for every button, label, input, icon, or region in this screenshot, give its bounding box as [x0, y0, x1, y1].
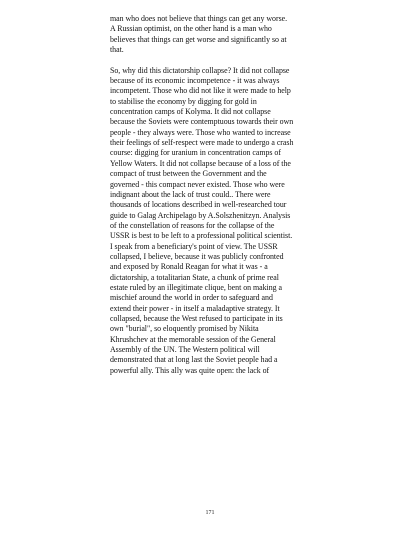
- text-line: guide to Galag Archipelago by A.Solszhenitzyn. Analysis: [110, 210, 291, 220]
- text-line: and exposed by Ronald Reagan for what it was - a: [110, 262, 268, 272]
- text-line: own "burial", so eloquently promised by Nikita: [110, 324, 259, 334]
- text-line: estate ruled by an illegitimate clique, bent on making a: [110, 282, 282, 292]
- text-line: Yellow Waters. It did not collapse because of a loss of the: [110, 158, 291, 168]
- text-line: So, why did this dictatorship collapse? It did not collapse: [110, 65, 290, 75]
- text-line: extend their power - in itself a maladaptive strategy. It: [110, 303, 280, 313]
- text-line: thousands of locations described in well-researched tour: [110, 200, 287, 210]
- text-line: demonstrated that at long last the Soviet people had a: [110, 355, 278, 365]
- paragraph-gap: [110, 55, 320, 65]
- body-text: [110, 14, 320, 376]
- text-line: Khrushchev at the memorable session of the General: [110, 334, 276, 344]
- text-line: because the Soviets were contemptuous towards their own: [110, 117, 294, 127]
- text-line: incompetent. Those who did not like it were made to help: [110, 86, 291, 96]
- text-line: man who does not believe that things can get any worse.: [110, 14, 288, 23]
- text-line: mischief around the world in order to safeguard and: [110, 293, 273, 303]
- text-line: people - they always were. Those who wanted to increase: [110, 127, 291, 137]
- text-line: USSR is best to be left to a professional political scientist.: [110, 231, 293, 241]
- text-line: compact of trust between the Government and the: [110, 169, 267, 179]
- text-line: because of its economic incompetence - it was always: [110, 76, 280, 86]
- text-line: believes that things can get worse and significantly so at: [110, 34, 287, 44]
- text-line: to stabilise the economy by digging for gold in: [110, 96, 257, 106]
- text-line: A Russian optimist, on the other hand is a man who: [110, 24, 272, 34]
- text-line: Assembly of the UN. The Western political will: [110, 345, 260, 354]
- text-line: I speak from a beneficiary's point of view. The USSR: [110, 241, 278, 251]
- paragraph-2: [110, 66, 320, 376]
- paragraph-1: [110, 14, 320, 55]
- text-line: collapsed, because the West refused to participate in its: [110, 313, 283, 323]
- text-line: their feelings of self-respect were made to undergo a crash: [110, 138, 294, 148]
- text-line: collapsed, I believe, because it was publicly confronted: [110, 251, 284, 261]
- text-line: powerful ally. This ally was quite open: the lack of: [110, 365, 270, 375]
- text-line: indignant about the lack of trust could.. There were: [110, 189, 271, 199]
- text-line: governed - this compact never existed. Those who were: [110, 179, 285, 189]
- text-line: concentration camps of Kolyma. It did not collapse: [110, 107, 271, 117]
- text-line: dictatorship, a totalitarian State, a chunk of prime real: [110, 272, 279, 282]
- text-line: that.: [110, 45, 124, 55]
- page-number: 171: [205, 510, 215, 516]
- text-line: course: digging for uranium in concentration camps of: [110, 148, 281, 158]
- text-line: of the constellation of reasons for the collapse of the: [110, 220, 275, 230]
